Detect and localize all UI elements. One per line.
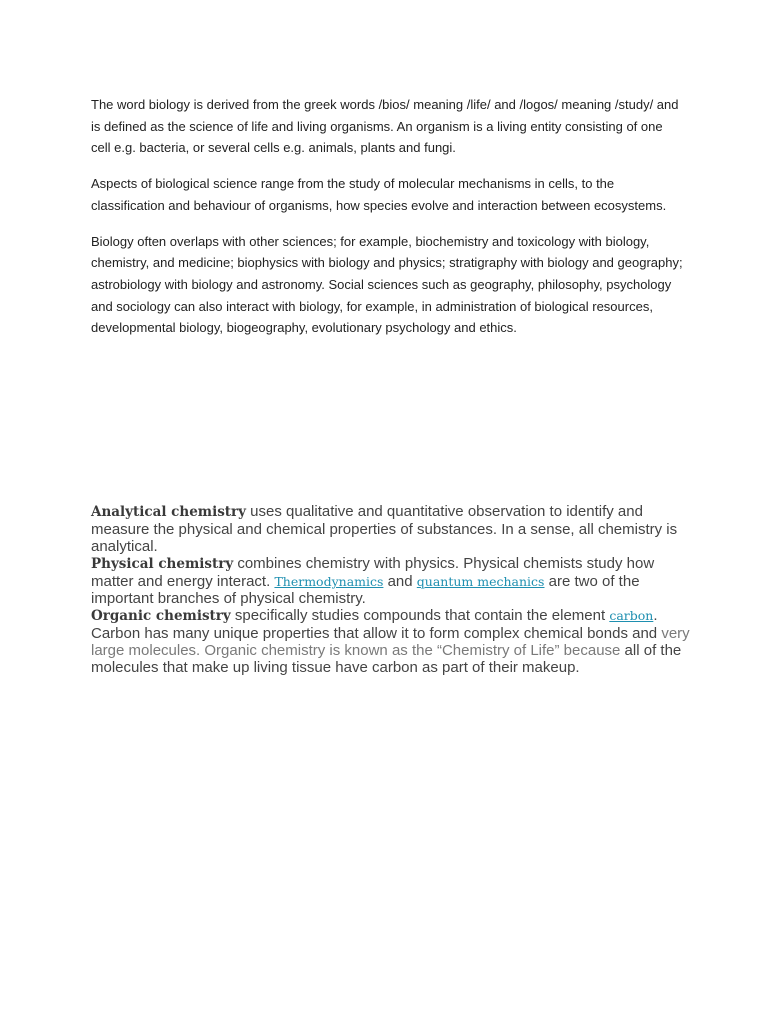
analytical-chemistry-paragraph (91, 503, 691, 555)
quantum-mechanics-link[interactable]: quantum mechanics (416, 574, 545, 589)
thermodynamics-link[interactable]: Thermodynamics (274, 574, 384, 589)
biology-paragraph-3: Biology often overlaps with other sciences; for example, biochemistry and toxicology with biology, chemistry, and medicine; biophysics with biology and physics; stratigraphy with biology and geography; astrobiology with biology and astronomy. Social sciences such as geography, philosophy, psychology and sociology can also interact with biology, for example, in administration of biological resources, developmental biology, biogeography, evolutionary psychology and ethics. (91, 233, 683, 336)
organic-chemistry-paragraph (91, 607, 691, 676)
analytical-chemistry-text: uses qualitative and quantitative observation to identify and measure the physical and chemical properties of substances. In a sense, all chemistry is analytical. (91, 503, 678, 555)
carbon-link[interactable]: carbon (609, 608, 654, 623)
physical-chemistry-paragraph (91, 555, 691, 607)
biology-section (91, 94, 683, 353)
physical-chemistry-text-2: and (383, 573, 417, 590)
physical-chemistry-text-1: combines chemistry with physics. Physical chemists study how matter and energy interact. (91, 555, 655, 590)
chemistry-section (91, 503, 691, 676)
biology-paragraph-1: The word biology is derived from the greek words /bios/ meaning /life/ and /logos/ meaning /study/ and is defined as the science of life and living organisms. An organism is a living entity consisting of one cell e.g. bacteria, or several cells e.g. animals, plants and fungi. (91, 97, 679, 156)
organic-chemistry-text-light: very large molecules. Organic chemistry is known as the “Chemistry of Life” because (91, 625, 690, 659)
physical-chemistry-text-3: are two of the important branches of physical chemistry. (91, 573, 640, 607)
organic-chemistry-term: Organic chemistry (91, 608, 231, 624)
biology-paragraph-2: Aspects of biological science range from the study of molecular mechanisms in cells, to the classification and behaviour of organisms, how species evolve and interaction between ecosystems. (91, 176, 667, 213)
organic-chemistry-text-2: . Carbon has many unique properties that allow it to form complex chemical bonds and (91, 607, 662, 642)
organic-chemistry-text-1: specifically studies compounds that contain the element (230, 607, 610, 624)
analytical-chemistry-term: Analytical chemistry (91, 504, 246, 520)
organic-chemistry-text-end: all of the molecules that make up living tissue have carbon as part of their makeup. (91, 642, 682, 676)
physical-chemistry-term: Physical chemistry (91, 556, 234, 572)
